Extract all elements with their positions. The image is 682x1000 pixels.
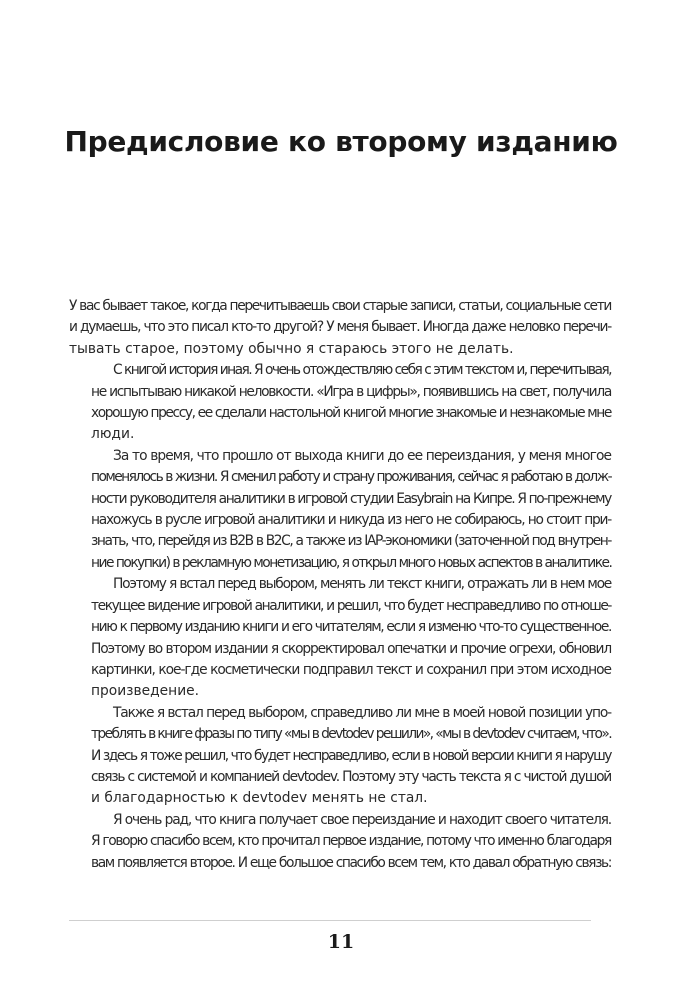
- chapter-body: [69, 296, 611, 874]
- text-line: не испытываю никакой неловкости. «Игра в цифры», появившись на свет, получила: [91, 383, 611, 400]
- text-line: люди.: [91, 426, 135, 443]
- text-line: Поэтому я встал перед выбором, менять ли текст книги, отражать ли в нем мое: [113, 576, 611, 593]
- text-line: и думаешь, что это писал кто-то другой? У меня бывает. Иногда даже неловко перечи-: [69, 319, 611, 336]
- text-line: и благодарностью к devtodev менять не стал.: [91, 790, 428, 807]
- text-line: Также я встал перед выбором, справедливо ли мне в моей новой позиции упо-: [113, 704, 611, 721]
- text-line: Я говорю спасибо всем, кто прочитал первое издание, потому что именно благодаря: [91, 833, 611, 850]
- page-number: 11: [327, 931, 355, 953]
- text-line: произведение.: [91, 683, 200, 700]
- text-line: знать, что, перейдя из B2B в B2C, а также из IAP-экономики (заточенной под внутрен-: [91, 533, 611, 550]
- text-line: Я очень рад, что книга получает свое переиздание и находит своего читателя.: [113, 811, 611, 828]
- paragraph: [69, 810, 611, 874]
- text-line: За то время, что прошло от выхода книги до ее переиздания, у меня многое: [113, 447, 611, 464]
- text-line: текущее видение игровой аналитики, и решил, что будет несправедливо по отноше-: [91, 597, 611, 614]
- text-line: нахожусь в русле игровой аналитики и никуда из него не собираюсь, но стоит при-: [91, 512, 611, 529]
- text-line: нию к первому изданию книги и его читателям, если я изменю что-то существенное.: [91, 619, 611, 636]
- text-line: И здесь я тоже решил, что будет несправедливо, если в новой версии книги я нарушу: [91, 747, 611, 764]
- text-line: Поэтому во втором издании я скорректировал опечатки и прочие огрехи, обновил: [91, 640, 611, 657]
- paragraph: [69, 703, 611, 810]
- text-line: связь с системой и компанией devtodev. Поэтому эту часть текста я с чистой душой: [91, 768, 611, 785]
- text-line: ние покупки) в рекламную монетизацию, я открыл много новых аспектов в аналитике.: [91, 554, 612, 571]
- text-line: картинки, кое-где косметически подправил текст и сохранил при этом исходное: [91, 661, 611, 678]
- paragraph: [69, 574, 611, 702]
- text-line: У вас бывает такое, когда перечитываешь свои старые записи, статьи, социальные сети: [69, 298, 611, 314]
- text-line: С книгой история иная. Я очень отождествляю себя с этим текстом и, перечитывая,: [113, 362, 611, 379]
- paragraph: [69, 296, 611, 360]
- text-line: ности руководителя аналитики в игровой студии Easybrain на Кипре. Я по-прежнему: [91, 490, 611, 507]
- text-line: тывать старое, поэтому обычно я стараюсь этого не делать.: [69, 340, 514, 357]
- paragraph: [69, 360, 611, 446]
- footer-divider: [69, 920, 591, 921]
- paragraph: [69, 446, 611, 574]
- text-line: вам появляется второе. И еще большое спасибо всем тем, кто давал обратную связь:: [91, 854, 611, 871]
- chapter-title: Предисловие ко второму изданию: [64, 125, 618, 158]
- text-line: поменялось в жизни. Я сменил работу и страну проживания, сейчас я работаю в долж-: [91, 469, 611, 486]
- text-line: треблять в книге фразы по типу «мы в devtodev решили», «мы в devtodev считаем, что».: [91, 726, 611, 743]
- text-line: хорошую прессу, ее сделали настольной книгой многие знакомые и незнакомые мне: [91, 405, 611, 422]
